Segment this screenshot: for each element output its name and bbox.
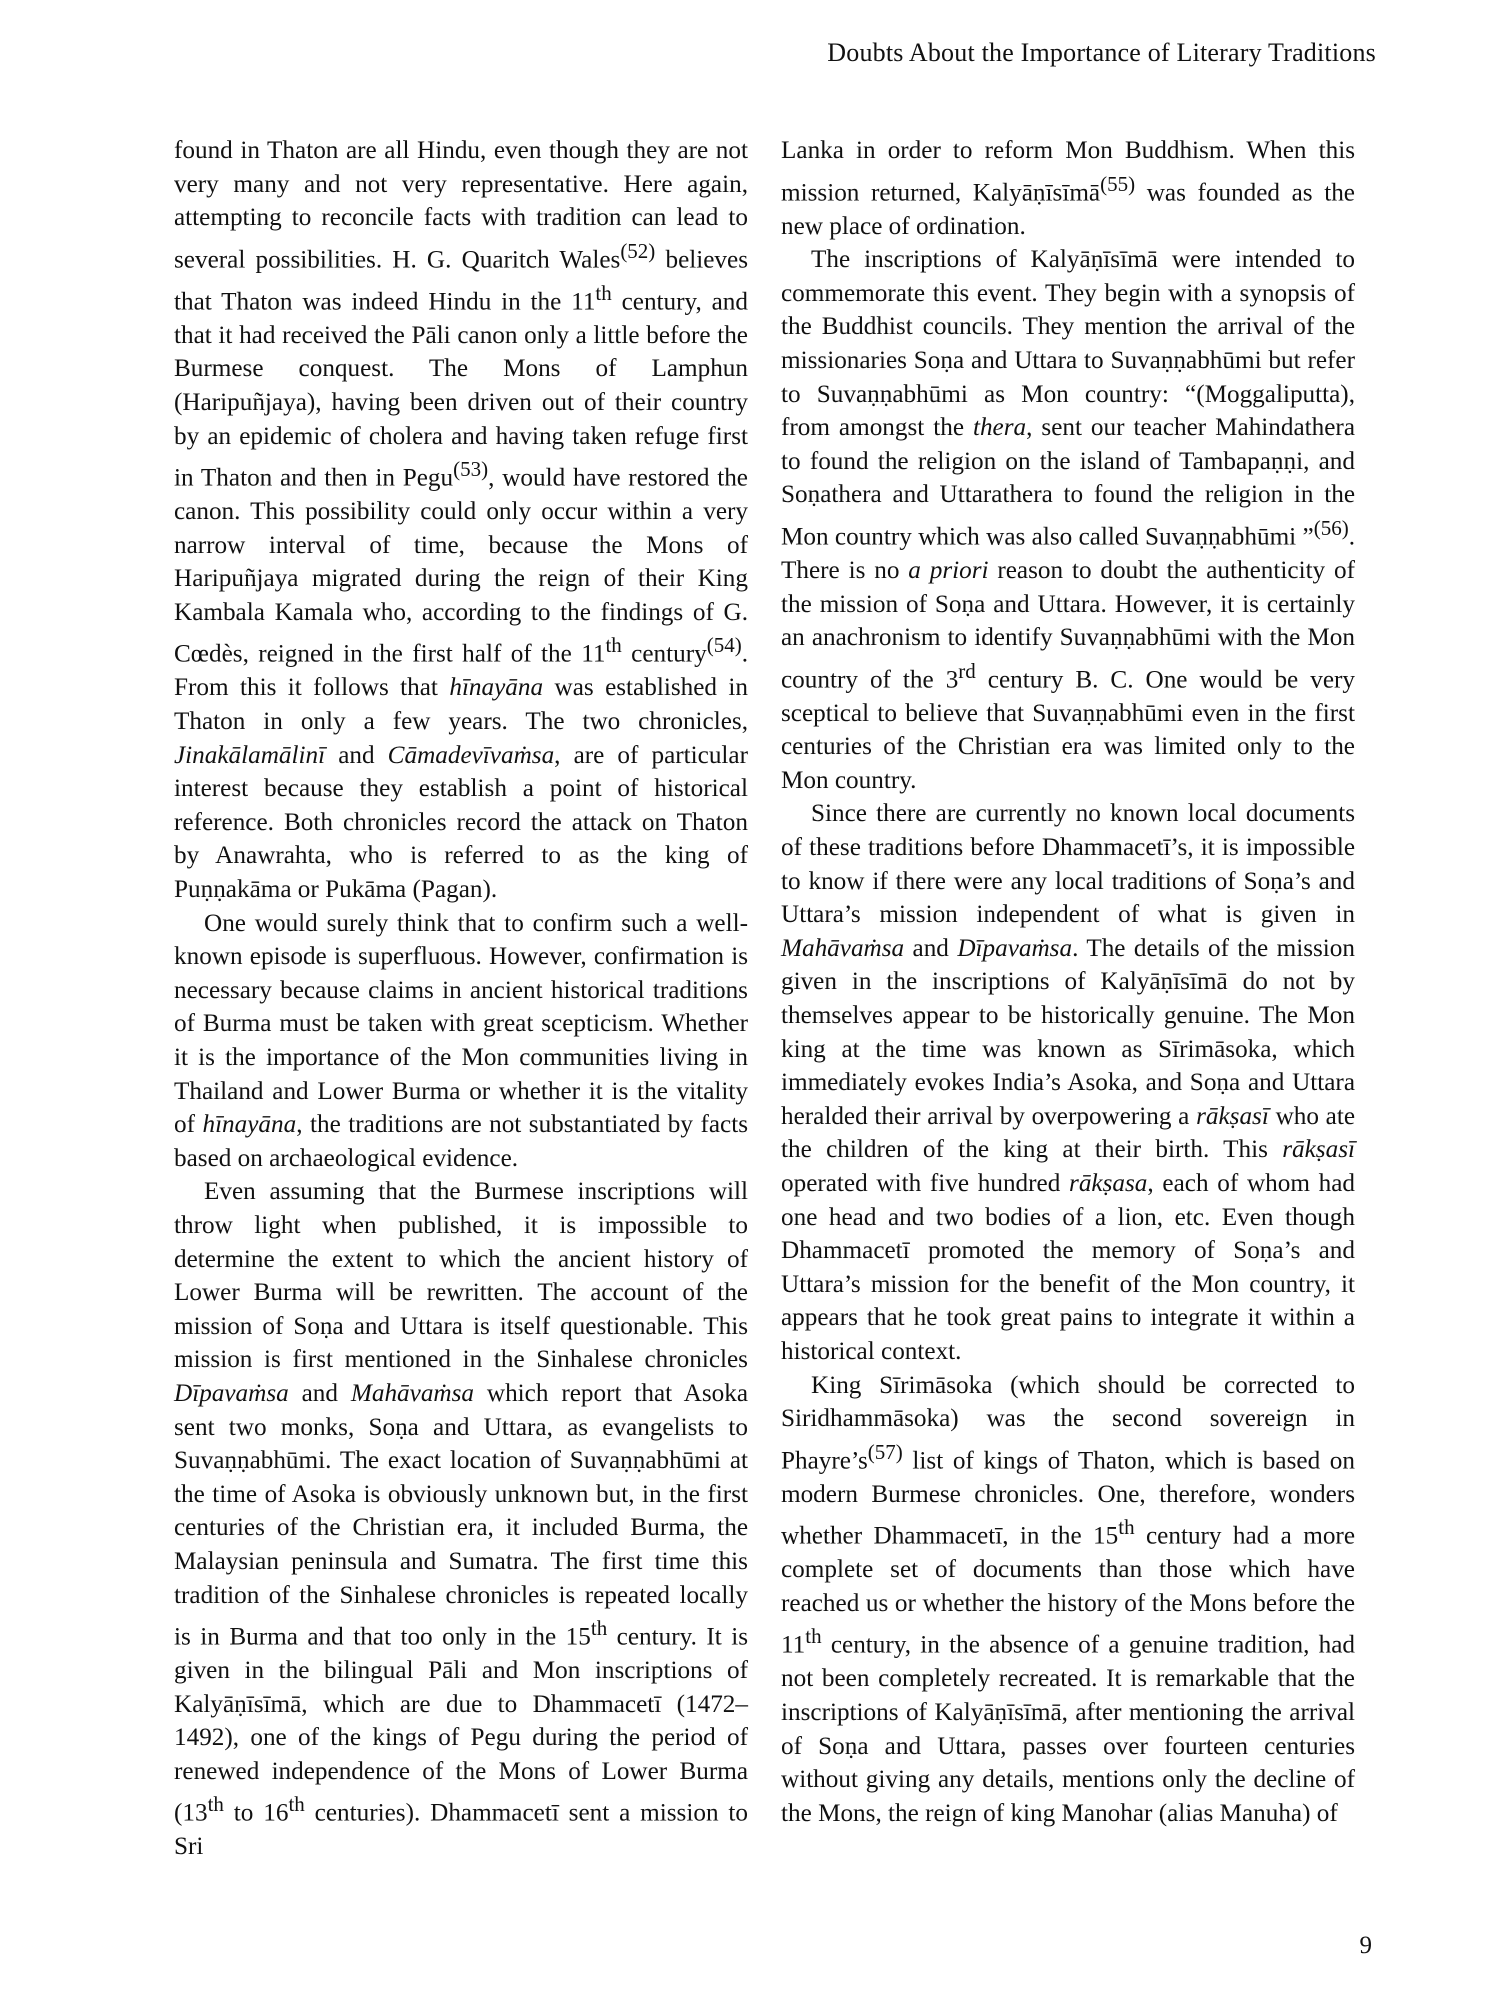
paragraph: King Sīrimāsoka (which should be corrected to Siridhammāsoka) was the second sovereign in $Phayre’s^{(57)}$ list of kings of Thaton, which is based on modern Burmese chronicles. One, therefore, wonders whether Dhammacetī, in the 15th century had a more complete set of documents than those which have reached us or whether the history of the Mons before the 11th century, in the absence of a genuine tradition, had not been completely recreated. It is remarkable that the inscriptions of Kalyāṇīsīmā, after mentioning the arrival of Soṇa and Uttara, passes over fourteen centuries without giving any details, mentions only the decline of the Mons, the reign of king Manohar (alias Manuha) of [781,1371,1356,1827]
paragraph: Even assuming that the Burmese inscriptions will throw light when published, it is impossible to determine the extent to which the ancient history of Lower Burma will be rewritten. The account of the mission of Soṇa and Uttara is itself questionable. This mission is first mentioned in the Sinhalese chronicles Dīpavaṁsa and Mahāvaṁsa which report that Asoka sent two monks, Soṇa and Uttara, as evangelists to Suvaṇṇabhūmi. The exact location of Suvaṇṇabhūmi at the time of Asoka is obviously unknown but, in the first centuries of the Christian era, it included Burma, the Malaysian peninsula and Sumatra. The first time this tradition of the Sinhalese chronicles is repeated locally is in Burma and that too only in the 15th century. It is given in the bilingual Pāli and Mon inscriptions of Kalyāṇīsīmā, which are due to Dhammacetī (1472–1492), one of the kings of Pegu during the period of renewed independence of the Mons of Lower Burma (13th to 16th centuries). Dhammacetī sent a mission to Sri [174,1178,749,1861]
right-column [781,134,1355,1830]
paragraph: Lanka in order to reform Mon Buddhism. When this mission returned, Kalyāṇīsīmā$^{(55)}$ was founded as the new place of ordination. [781,137,1355,240]
page-number: 9 [1359,1932,1372,1959]
left-column [174,134,748,1864]
paragraph: The inscriptions of Kalyāṇīsīmā were intended to commemorate this event. They begin with a synopsis of the Buddhist councils. They mention the arrival of the missionaries Soṇa and Uttara to Suvaṇṇabhūmi but refer to Suvaṇṇabhūmi as Mon country: “(Moggaliputta), from amongst the thera, sent our teacher Mahindathera to found the religion on the island of Tambapaṇṇi, and Soṇathera and Uttarathera to found the religion in the Mon country which was also called Suvaṇṇabhūmi ”$^{(56)}$. There is no a priori reason to doubt the authenticity of the mission of Soṇa and Uttara. However, it is certainly an anachronism to identify Suvaṇṇabhūmi with the Mon country of the 3rd century B. C. One would be very sceptical to believe that Suvaṇṇabhūmi even in the first centuries of the Christian era was limited only to the Mon country. [781,246,1355,794]
paragraph: One would surely think that to confirm such a well-known episode is superfluous. However, confirmation is necessary because claims in ancient historical traditions of Burma must be taken with great scepticism. Whether it is the importance of the Mon communities living in Thailand and Lower Burma or whether it is the vitality of hīnayāna, the traditions are not substantiated by facts based on archaeological evidence. [174,909,748,1172]
running-head: Doubts About the Importance of Literary Traditions [827,38,1376,67]
paragraph: Since there are currently no known local documents of these traditions before Dhammacetī’s, it is impossible to know if there were any local traditions of Soṇa’s and Uttara’s mission independent of what is given in Mahāvaṁsa and Dīpavaṁsa. The details of the mission given in the inscriptions of Kalyāṇīsīmā do not by themselves appear to be historically genuine. The Mon king at the time was known as Sīrimāsoka, which immediately evokes India’s Asoka, and Soṇa and Uttara heralded their arrival by overpowering a rākṣasī who ate the children of the king at their birth. This rākṣasī operated with five hundred rākṣasa, each of whom had one head and two bodies of a lion, etc. Even though Dhammacetī promoted the memory of Soṇa’s and Uttara’s mission for the benefit of the Mon country, it appears that he took great pains to integrate it within a historical context. [781,800,1356,1365]
paragraph: found in Thaton are all Hindu, even though they are not very many and not very representative. Here again, attempting to reconcile facts with tradition can lead to several possibilities. H. G. Quaritch Wales$^{(52)}$ believes that Thaton was indeed Hindu in the 11th century, and that it had received the Pāli canon only a little before the Burmese conquest. The Mons of Lamphun (Haripuñjaya), having been driven out of their country by an epidemic of cholera and having taken refuge first in Thaton and then in Pegu$^{(53)}$, would have restored the canon. This possibility could only occur within a very narrow interval of time, because the Mons of Haripuñjaya migrated during the reign of their King Kambala Kamala who, according to the findings of G. Cœdès, reigned in the first half of the 11th century$^{(54)}$. From this it follows that hīnayāna was established in Thaton in only a few years. The two chronicles, Jinakālamālinī and Cāmadevīvaṁsa, are of particular interest because they establish a point of historical reference. Both chronicles record the attack on Thaton by Anawrahta, who is referred to as the king of Puṇṇakāma or Pukāma (Pagan). [174,137,748,904]
